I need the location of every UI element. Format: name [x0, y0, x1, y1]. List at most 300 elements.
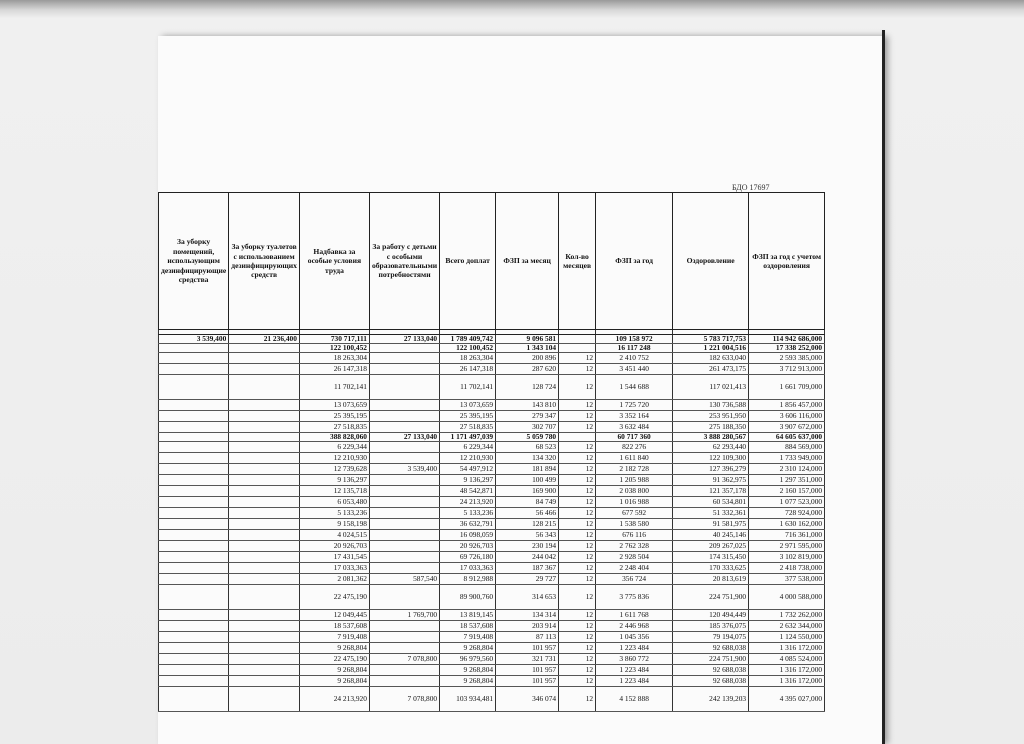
table-row	[159, 665, 825, 676]
table-cell: 2 182 728	[596, 464, 673, 475]
table-row	[159, 364, 825, 375]
table-cell: 92 688,038	[673, 643, 749, 654]
header-cell: ФЗП за месяц	[496, 193, 559, 330]
table-cell: 24 213,920	[299, 687, 369, 712]
table-cell: 4 152 888	[596, 687, 673, 712]
table-cell: 181 894	[496, 464, 559, 475]
table-row	[159, 486, 825, 497]
table-cell: 101 957	[496, 676, 559, 687]
table-cell: 3 539,400	[159, 335, 229, 344]
table-cell	[229, 411, 300, 422]
table-cell	[229, 654, 300, 665]
table-cell: 1 077 523,000	[749, 497, 825, 508]
table-cell: 1 769,700	[369, 610, 439, 621]
table-cell: 174 315,450	[673, 552, 749, 563]
table-cell: 3 775 836	[596, 585, 673, 610]
table-cell: 36 632,791	[440, 519, 496, 530]
table-cell: 12	[559, 643, 596, 654]
table-cell	[369, 563, 439, 574]
table-cell: 20 813,619	[673, 574, 749, 585]
table-cell: 187 367	[496, 563, 559, 574]
table-cell	[159, 475, 229, 486]
table-cell	[229, 563, 300, 574]
table-cell: 48 542,871	[440, 486, 496, 497]
table-cell: 169 900	[496, 486, 559, 497]
table-cell: 6 053,480	[299, 497, 369, 508]
table-cell: 27 518,835	[299, 422, 369, 433]
table-cell: 12	[559, 353, 596, 364]
table-cell	[369, 519, 439, 530]
table-cell: 68 523	[496, 442, 559, 453]
table-cell: 676 116	[596, 530, 673, 541]
table-cell: 9 096 581	[496, 335, 559, 344]
table-cell: 253 951,950	[673, 411, 749, 422]
table-cell: 120 494,449	[673, 610, 749, 621]
table-cell: 84 749	[496, 497, 559, 508]
table-cell: 12	[559, 364, 596, 375]
table-cell	[159, 519, 229, 530]
table-cell: 244 042	[496, 552, 559, 563]
table-cell	[159, 497, 229, 508]
table-row	[159, 632, 825, 643]
table-cell: 6 229,344	[299, 442, 369, 453]
table-cell: 12	[559, 519, 596, 530]
table-cell: 22 475,190	[299, 585, 369, 610]
table-cell: 2 971 595,000	[749, 541, 825, 552]
table-cell: 91 581,975	[673, 519, 749, 530]
table-cell: 92 688,038	[673, 676, 749, 687]
table-cell: 224 751,900	[673, 585, 749, 610]
table-row	[159, 453, 825, 464]
table-cell: 12	[559, 563, 596, 574]
table-cell	[229, 464, 300, 475]
table-cell: 103 934,481	[440, 687, 496, 712]
table-cell	[159, 486, 229, 497]
table-cell	[369, 665, 439, 676]
table-cell	[559, 335, 596, 344]
table-row	[159, 530, 825, 541]
table-cell	[159, 344, 229, 353]
table-cell: 13 073,659	[440, 400, 496, 411]
table-cell	[369, 475, 439, 486]
table-cell: 7 919,408	[440, 632, 496, 643]
table-row	[159, 433, 825, 442]
table-row	[159, 344, 825, 353]
table-cell	[229, 475, 300, 486]
table-cell: 117 021,413	[673, 375, 749, 400]
table-row	[159, 541, 825, 552]
table-cell: 12	[559, 497, 596, 508]
table-cell: 21 236,400	[229, 335, 300, 344]
table-cell	[369, 541, 439, 552]
table-cell: 2 160 157,000	[749, 486, 825, 497]
table-cell: 127 396,279	[673, 464, 749, 475]
table-cell: 56 343	[496, 530, 559, 541]
table-row	[159, 400, 825, 411]
table-cell: 11 702,141	[299, 375, 369, 400]
table-cell	[159, 422, 229, 433]
table-cell: 12	[559, 552, 596, 563]
table-body	[159, 330, 825, 712]
table-cell: 2 762 328	[596, 541, 673, 552]
table-cell: 1 630 162,000	[749, 519, 825, 530]
table-cell: 3 352 164	[596, 411, 673, 422]
table-cell	[229, 497, 300, 508]
table-cell: 3 712 913,000	[749, 364, 825, 375]
table-cell	[229, 552, 300, 563]
table-cell: 134 320	[496, 453, 559, 464]
table-cell: 121 357,178	[673, 486, 749, 497]
table-cell: 5 133,236	[299, 508, 369, 519]
table-cell	[159, 552, 229, 563]
table-cell	[229, 632, 300, 643]
table-cell: 26 147,318	[299, 364, 369, 375]
table-row	[159, 676, 825, 687]
table-cell	[369, 621, 439, 632]
table-cell	[369, 486, 439, 497]
table-cell: 6 229,344	[440, 442, 496, 453]
header-cell: За работу с детьми с особыми образовательными потребностями	[369, 193, 439, 330]
table-cell: 16 117 248	[596, 344, 673, 353]
table-cell: 209 267,025	[673, 541, 749, 552]
table-cell: 9 136,297	[299, 475, 369, 486]
table-cell: 884 569,000	[749, 442, 825, 453]
document-code: БДО 17697	[732, 183, 770, 192]
table-row	[159, 422, 825, 433]
paper-edge	[882, 30, 885, 744]
table-row	[159, 654, 825, 665]
table-cell: 5 783 717,753	[673, 335, 749, 344]
table-cell: 64 605 637,000	[749, 433, 825, 442]
table-cell: 96 979,560	[440, 654, 496, 665]
table-cell: 12	[559, 453, 596, 464]
table-cell	[229, 486, 300, 497]
header-cell: ФЗП за год с учетом оздоровления	[749, 193, 825, 330]
table-cell: 12	[559, 654, 596, 665]
table-row	[159, 519, 825, 530]
table-cell: 1 171 497,039	[440, 433, 496, 442]
table-cell	[369, 497, 439, 508]
table-cell	[229, 574, 300, 585]
table-cell	[159, 654, 229, 665]
table-cell: 17 033,363	[440, 563, 496, 574]
table-cell: 12 210,930	[299, 453, 369, 464]
table-cell: 2 593 385,000	[749, 353, 825, 364]
table-cell: 5 133,236	[440, 508, 496, 519]
table-cell: 9 268,804	[299, 665, 369, 676]
table-cell	[369, 411, 439, 422]
table-cell: 12 210,930	[440, 453, 496, 464]
table-cell: 25 395,195	[299, 411, 369, 422]
table-cell	[159, 643, 229, 654]
table-cell: 12	[559, 442, 596, 453]
table-cell: 242 139,203	[673, 687, 749, 712]
table-cell: 12	[559, 400, 596, 411]
table-cell	[159, 665, 229, 676]
table-cell: 9 268,804	[299, 676, 369, 687]
table-cell: 279 347	[496, 411, 559, 422]
header-cell: Кол-во месяцев	[559, 193, 596, 330]
table-cell: 388 828,060	[299, 433, 369, 442]
table-cell: 17 431,545	[299, 552, 369, 563]
table-cell	[229, 364, 300, 375]
table-cell: 185 376,075	[673, 621, 749, 632]
table-cell: 1 732 262,000	[749, 610, 825, 621]
table-cell: 18 537,608	[440, 621, 496, 632]
table-cell: 17 033,363	[299, 563, 369, 574]
table-cell: 12	[559, 464, 596, 475]
table-cell: 261 473,175	[673, 364, 749, 375]
table-cell: 12	[559, 486, 596, 497]
header-cell: ФЗП за год	[596, 193, 673, 330]
table-cell: 26 147,318	[440, 364, 496, 375]
table-cell: 13 073,659	[299, 400, 369, 411]
header-cell: За уборку туалетов с использованием дезинфицирующих средств	[229, 193, 300, 330]
table-cell: 40 245,146	[673, 530, 749, 541]
payroll-table	[158, 192, 825, 712]
table-cell	[159, 541, 229, 552]
table-cell: 1 297 351,000	[749, 475, 825, 486]
table-cell: 13 819,145	[440, 610, 496, 621]
table-cell: 3 539,400	[369, 464, 439, 475]
table-cell: 12	[559, 610, 596, 621]
table-cell: 2 410 752	[596, 353, 673, 364]
table-cell: 12	[559, 676, 596, 687]
table-cell: 2 248 404	[596, 563, 673, 574]
table-cell	[229, 442, 300, 453]
table-cell: 230 194	[496, 541, 559, 552]
table-cell: 12	[559, 621, 596, 632]
table-cell: 143 810	[496, 400, 559, 411]
table-cell: 91 362,975	[673, 475, 749, 486]
table-cell	[229, 643, 300, 654]
table-cell: 1 223 484	[596, 643, 673, 654]
table-row	[159, 610, 825, 621]
table-row	[159, 335, 825, 344]
table-cell	[159, 585, 229, 610]
table-cell: 7 078,800	[369, 687, 439, 712]
table-cell	[229, 433, 300, 442]
table-cell: 200 896	[496, 353, 559, 364]
table-cell: 18 263,304	[299, 353, 369, 364]
table-cell	[369, 508, 439, 519]
header-cell: Всего доплат	[440, 193, 496, 330]
table-cell	[369, 353, 439, 364]
table-cell: 24 213,920	[440, 497, 496, 508]
table-cell: 356 724	[596, 574, 673, 585]
table-cell	[159, 563, 229, 574]
table-cell	[159, 400, 229, 411]
table-cell	[559, 433, 596, 442]
table-cell: 1 611 840	[596, 453, 673, 464]
table-cell: 1 544 688	[596, 375, 673, 400]
table-cell: 109 158 972	[596, 335, 673, 344]
table-row	[159, 411, 825, 422]
table-row	[159, 643, 825, 654]
table-cell: 377 538,000	[749, 574, 825, 585]
table-row	[159, 464, 825, 475]
table-cell	[229, 353, 300, 364]
table-cell: 1 045 356	[596, 632, 673, 643]
table-cell	[159, 530, 229, 541]
table-row	[159, 375, 825, 400]
table-cell: 587,540	[369, 574, 439, 585]
table-cell: 51 332,361	[673, 508, 749, 519]
table-cell: 3 451 440	[596, 364, 673, 375]
table-cell	[159, 364, 229, 375]
table-cell: 92 688,038	[673, 665, 749, 676]
table-cell	[159, 442, 229, 453]
table-cell: 1 223 484	[596, 676, 673, 687]
table-cell: 22 475,190	[299, 654, 369, 665]
table-cell: 182 633,040	[673, 353, 749, 364]
table-cell: 321 731	[496, 654, 559, 665]
table-cell: 302 707	[496, 422, 559, 433]
table-cell: 5 059 780	[496, 433, 559, 442]
table-cell: 100 499	[496, 475, 559, 486]
table-cell: 27 518,835	[440, 422, 496, 433]
table-cell	[229, 530, 300, 541]
table-cell	[159, 375, 229, 400]
table-cell	[159, 353, 229, 364]
table-cell: 62 293,440	[673, 442, 749, 453]
table-cell: 8 912,988	[440, 574, 496, 585]
table-cell: 3 888 280,567	[673, 433, 749, 442]
table-cell: 1 221 004,516	[673, 344, 749, 353]
table-cell: 1 223 484	[596, 665, 673, 676]
table-cell: 9 158,198	[299, 519, 369, 530]
table-cell: 12	[559, 530, 596, 541]
table-cell: 1 316 172,000	[749, 676, 825, 687]
table-cell: 170 333,625	[673, 563, 749, 574]
table-cell: 730 717,111	[299, 335, 369, 344]
table-cell	[229, 422, 300, 433]
table-cell: 9 136,297	[440, 475, 496, 486]
table-cell	[369, 530, 439, 541]
table-row	[159, 497, 825, 508]
table-cell: 130 736,588	[673, 400, 749, 411]
table-cell	[369, 442, 439, 453]
header-cell: Оздоровление	[673, 193, 749, 330]
table-cell: 1 538 580	[596, 519, 673, 530]
table-cell: 275 188,350	[673, 422, 749, 433]
table-cell: 1 205 988	[596, 475, 673, 486]
table-cell: 101 957	[496, 665, 559, 676]
table-cell: 12	[559, 665, 596, 676]
table-cell: 4 085 524,000	[749, 654, 825, 665]
table-cell: 7 078,800	[369, 654, 439, 665]
table-cell: 287 620	[496, 364, 559, 375]
table-cell: 1 661 709,000	[749, 375, 825, 400]
table-cell: 122 109,300	[673, 453, 749, 464]
table-cell: 60 717 360	[596, 433, 673, 442]
table-row	[159, 508, 825, 519]
table-cell: 20 926,703	[440, 541, 496, 552]
table-row	[159, 475, 825, 486]
table-cell: 203 914	[496, 621, 559, 632]
table-cell: 122 100,452	[299, 344, 369, 353]
table-cell	[159, 621, 229, 632]
table-cell	[229, 453, 300, 464]
table-cell: 12	[559, 508, 596, 519]
table-cell: 12 135,718	[299, 486, 369, 497]
table-cell: 3 606 116,000	[749, 411, 825, 422]
table-cell: 1 789 409,742	[440, 335, 496, 344]
table-row	[159, 574, 825, 585]
table-cell: 1 016 988	[596, 497, 673, 508]
table-cell: 128 215	[496, 519, 559, 530]
table-row	[159, 442, 825, 453]
table-row	[159, 687, 825, 712]
header-cell: За уборку помещений, использующим дезинфицирующие средства	[159, 193, 229, 330]
table-row	[159, 353, 825, 364]
table-cell	[159, 632, 229, 643]
table-cell: 2 418 738,000	[749, 563, 825, 574]
table-cell: 2 081,362	[299, 574, 369, 585]
table-cell	[229, 665, 300, 676]
table-cell	[229, 400, 300, 411]
table-cell: 346 074	[496, 687, 559, 712]
table-cell: 2 632 344,000	[749, 621, 825, 632]
table-cell: 101 957	[496, 643, 559, 654]
table-cell: 11 702,141	[440, 375, 496, 400]
table-cell: 9 268,804	[299, 643, 369, 654]
table-cell: 3 102 819,000	[749, 552, 825, 563]
table-cell: 27 133,040	[369, 433, 439, 442]
table-cell	[159, 453, 229, 464]
table-cell	[369, 632, 439, 643]
table-cell	[159, 433, 229, 442]
table-cell: 314 653	[496, 585, 559, 610]
table-cell: 2 310 124,000	[749, 464, 825, 475]
table-cell: 89 900,760	[440, 585, 496, 610]
table-row	[159, 552, 825, 563]
table-cell	[369, 344, 439, 353]
table-cell	[159, 464, 229, 475]
table-cell: 7 919,408	[299, 632, 369, 643]
table-cell: 114 942 686,000	[749, 335, 825, 344]
table-cell	[229, 621, 300, 632]
table-cell: 1 316 172,000	[749, 643, 825, 654]
table-cell	[159, 574, 229, 585]
table-cell: 822 276	[596, 442, 673, 453]
table-cell	[369, 585, 439, 610]
table-cell: 27 133,040	[369, 335, 439, 344]
table-cell: 12	[559, 475, 596, 486]
table-cell	[159, 508, 229, 519]
table-cell	[229, 585, 300, 610]
table-cell: 1 733 949,000	[749, 453, 825, 464]
table-cell: 3 860 772	[596, 654, 673, 665]
table-cell: 12	[559, 574, 596, 585]
table-cell	[369, 400, 439, 411]
header-cell: Надбавка за особые условия труда	[299, 193, 369, 330]
table-cell: 56 466	[496, 508, 559, 519]
table-cell: 134 314	[496, 610, 559, 621]
table-cell	[369, 676, 439, 687]
table-row	[159, 585, 825, 610]
table-cell	[229, 375, 300, 400]
table-cell	[159, 687, 229, 712]
table-cell: 2 928 504	[596, 552, 673, 563]
table-cell: 122 100,452	[440, 344, 496, 353]
table-cell	[229, 687, 300, 712]
table-cell: 25 395,195	[440, 411, 496, 422]
table-cell	[369, 364, 439, 375]
table-cell	[369, 643, 439, 654]
table-cell: 224 751,900	[673, 654, 749, 665]
table-cell: 677 592	[596, 508, 673, 519]
